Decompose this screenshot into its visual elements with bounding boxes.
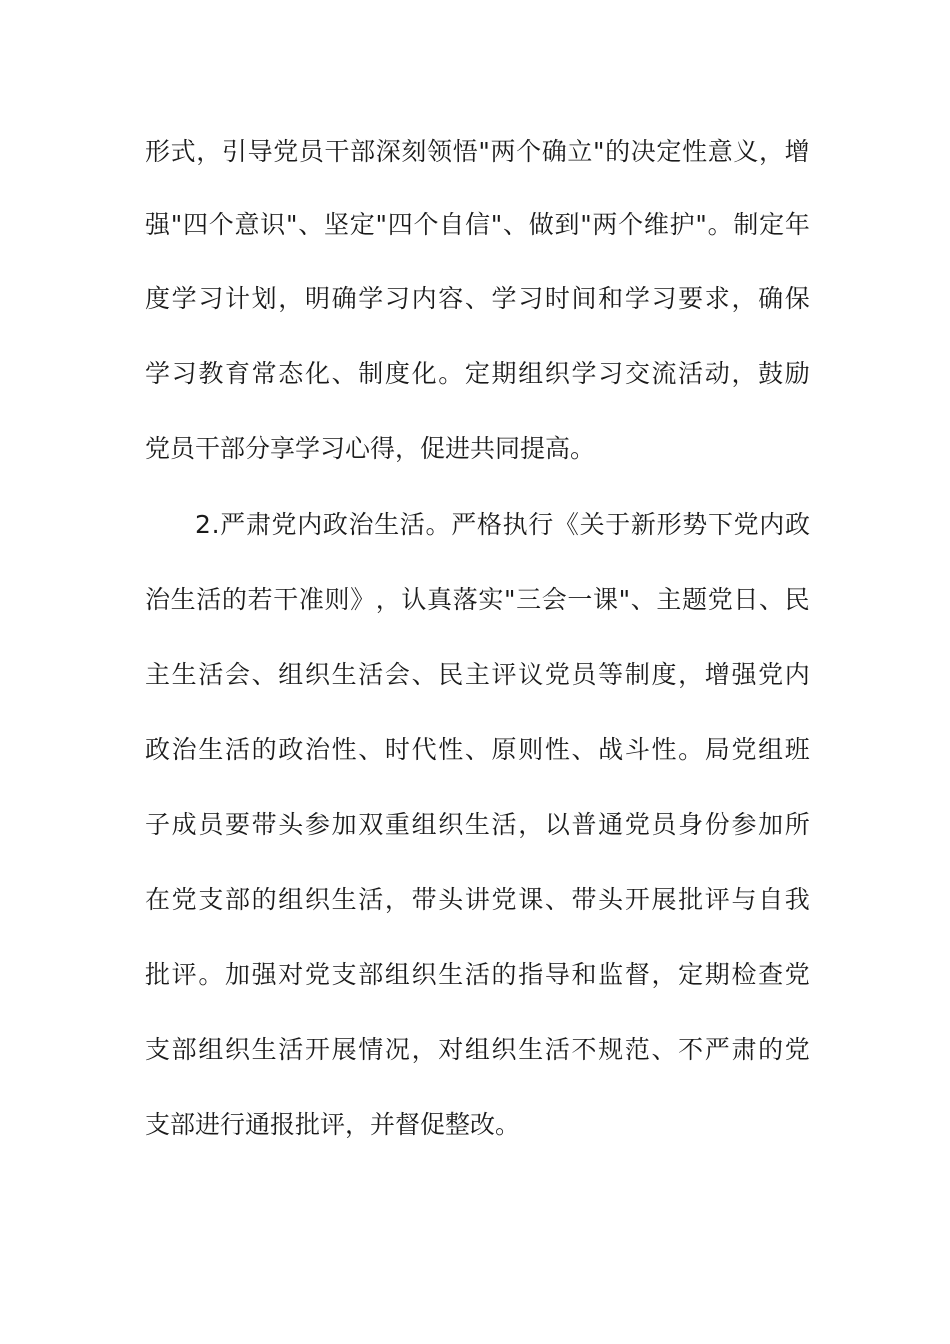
paragraph-1-line-4: 学 习 教 育 常 态 化 、 制 度 化 。 定 期 组 织 学 习 交 流 活 动 ， 鼓 励 <box>145 359 810 388</box>
paragraph-2-line-9: 支部进行通报批评，并督促整改。 <box>145 1110 521 1139</box>
paragraph-1-line-3: 度 学 习 计 划 ， 明 确 学 习 内 容 、 学 习 时 间 和 学 习 要 求 ， 确 保 <box>145 284 810 313</box>
paragraph-2-line-7: 批 评 。 加 强 对 党 支 部 组 织 生 活 的 指 导 和 监 督 ， 定 期 检 查 党 <box>145 960 810 989</box>
paragraph-2-line-4: 政 治 生 活 的 政 治 性 、 时 代 性 、 原 则 性 、 战 斗 性 。 局 党 组 班 <box>145 735 810 764</box>
paragraph-2-line-3: 主 生 活 会 、 组 织 生 活 会 、 民 主 评 议 党 员 等 制 度 ， 增 强 党 内 <box>145 660 810 689</box>
paragraph-2-line-8: 支 部 组 织 生 活 开 展 情 况 ， 对 组 织 生 活 不 规 范 、 不 严 肃 的 党 <box>145 1035 810 1064</box>
paragraph-2-line-6: 在 党 支 部 的 组 织 生 活 ， 带 头 讲 党 课 、 带 头 开 展 批 评 与 自 我 <box>145 885 810 914</box>
paragraph-1-line-1: 形 式 ， 引 导 党 员 干 部 深 刻 领 悟 " 两 个 确 立 " 的 决 定 性 意 义 ， 增 <box>145 137 810 166</box>
paragraph-2-line-2: 治 生 活 的 若 干 准 则 》 ， 认 真 落 实 " 三 会 一 课 " 、 主 题 党 日 、 民 <box>145 585 810 614</box>
paragraph-2-line-1: 2 . 严 肃 党 内 政 治 生 活 。 严 格 执 行 《 关 于 新 形 势 下 党 内 政 <box>195 510 810 539</box>
paragraph-1-line-2: 强 " 四 个 意 识 " 、 坚 定 " 四 个 自 信 " 、 做 到 " 两 个 维 护 " 。 制 定 年 <box>145 210 810 239</box>
paragraph-1-line-5: 党员干部分享学习心得，促进共同提高。 <box>145 434 596 463</box>
paragraph-2-line-5: 子 成 员 要 带 头 参 加 双 重 组 织 生 活 ， 以 普 通 党 员 身 份 参 加 所 <box>145 810 810 839</box>
